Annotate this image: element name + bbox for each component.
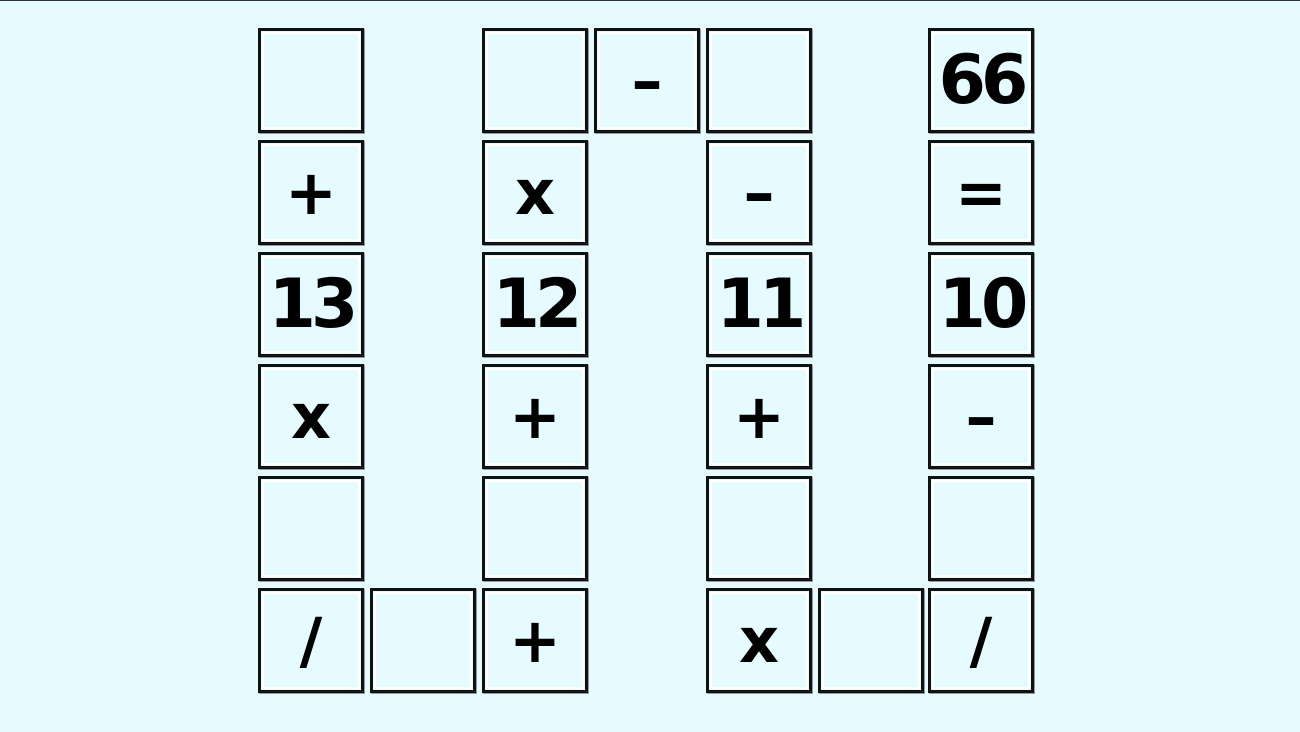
- operator-cell: +: [258, 140, 364, 245]
- blank-cell[interactable]: [370, 588, 476, 693]
- blank-cell[interactable]: [818, 588, 924, 693]
- blank-cell[interactable]: [258, 28, 364, 133]
- operator-cell: –: [706, 140, 812, 245]
- operator-cell: x: [482, 140, 588, 245]
- operator-cell: /: [928, 588, 1034, 693]
- number-cell: 12: [482, 252, 588, 357]
- blank-cell[interactable]: [706, 476, 812, 581]
- operator-cell: =: [928, 140, 1034, 245]
- blank-cell[interactable]: [258, 476, 364, 581]
- number-cell: 11: [706, 252, 812, 357]
- blank-cell[interactable]: [928, 476, 1034, 581]
- operator-cell: +: [482, 588, 588, 693]
- operator-cell: +: [706, 364, 812, 469]
- blank-cell[interactable]: [706, 28, 812, 133]
- operator-cell: +: [482, 364, 588, 469]
- blank-cell[interactable]: [482, 28, 588, 133]
- result-cell: 66: [928, 28, 1034, 133]
- blank-cell[interactable]: [482, 476, 588, 581]
- operator-cell: x: [706, 588, 812, 693]
- operator-cell: /: [258, 588, 364, 693]
- number-cell: 13: [258, 252, 364, 357]
- operator-cell: –: [594, 28, 700, 133]
- number-cell: 10: [928, 252, 1034, 357]
- operator-cell: x: [258, 364, 364, 469]
- operator-cell: –: [928, 364, 1034, 469]
